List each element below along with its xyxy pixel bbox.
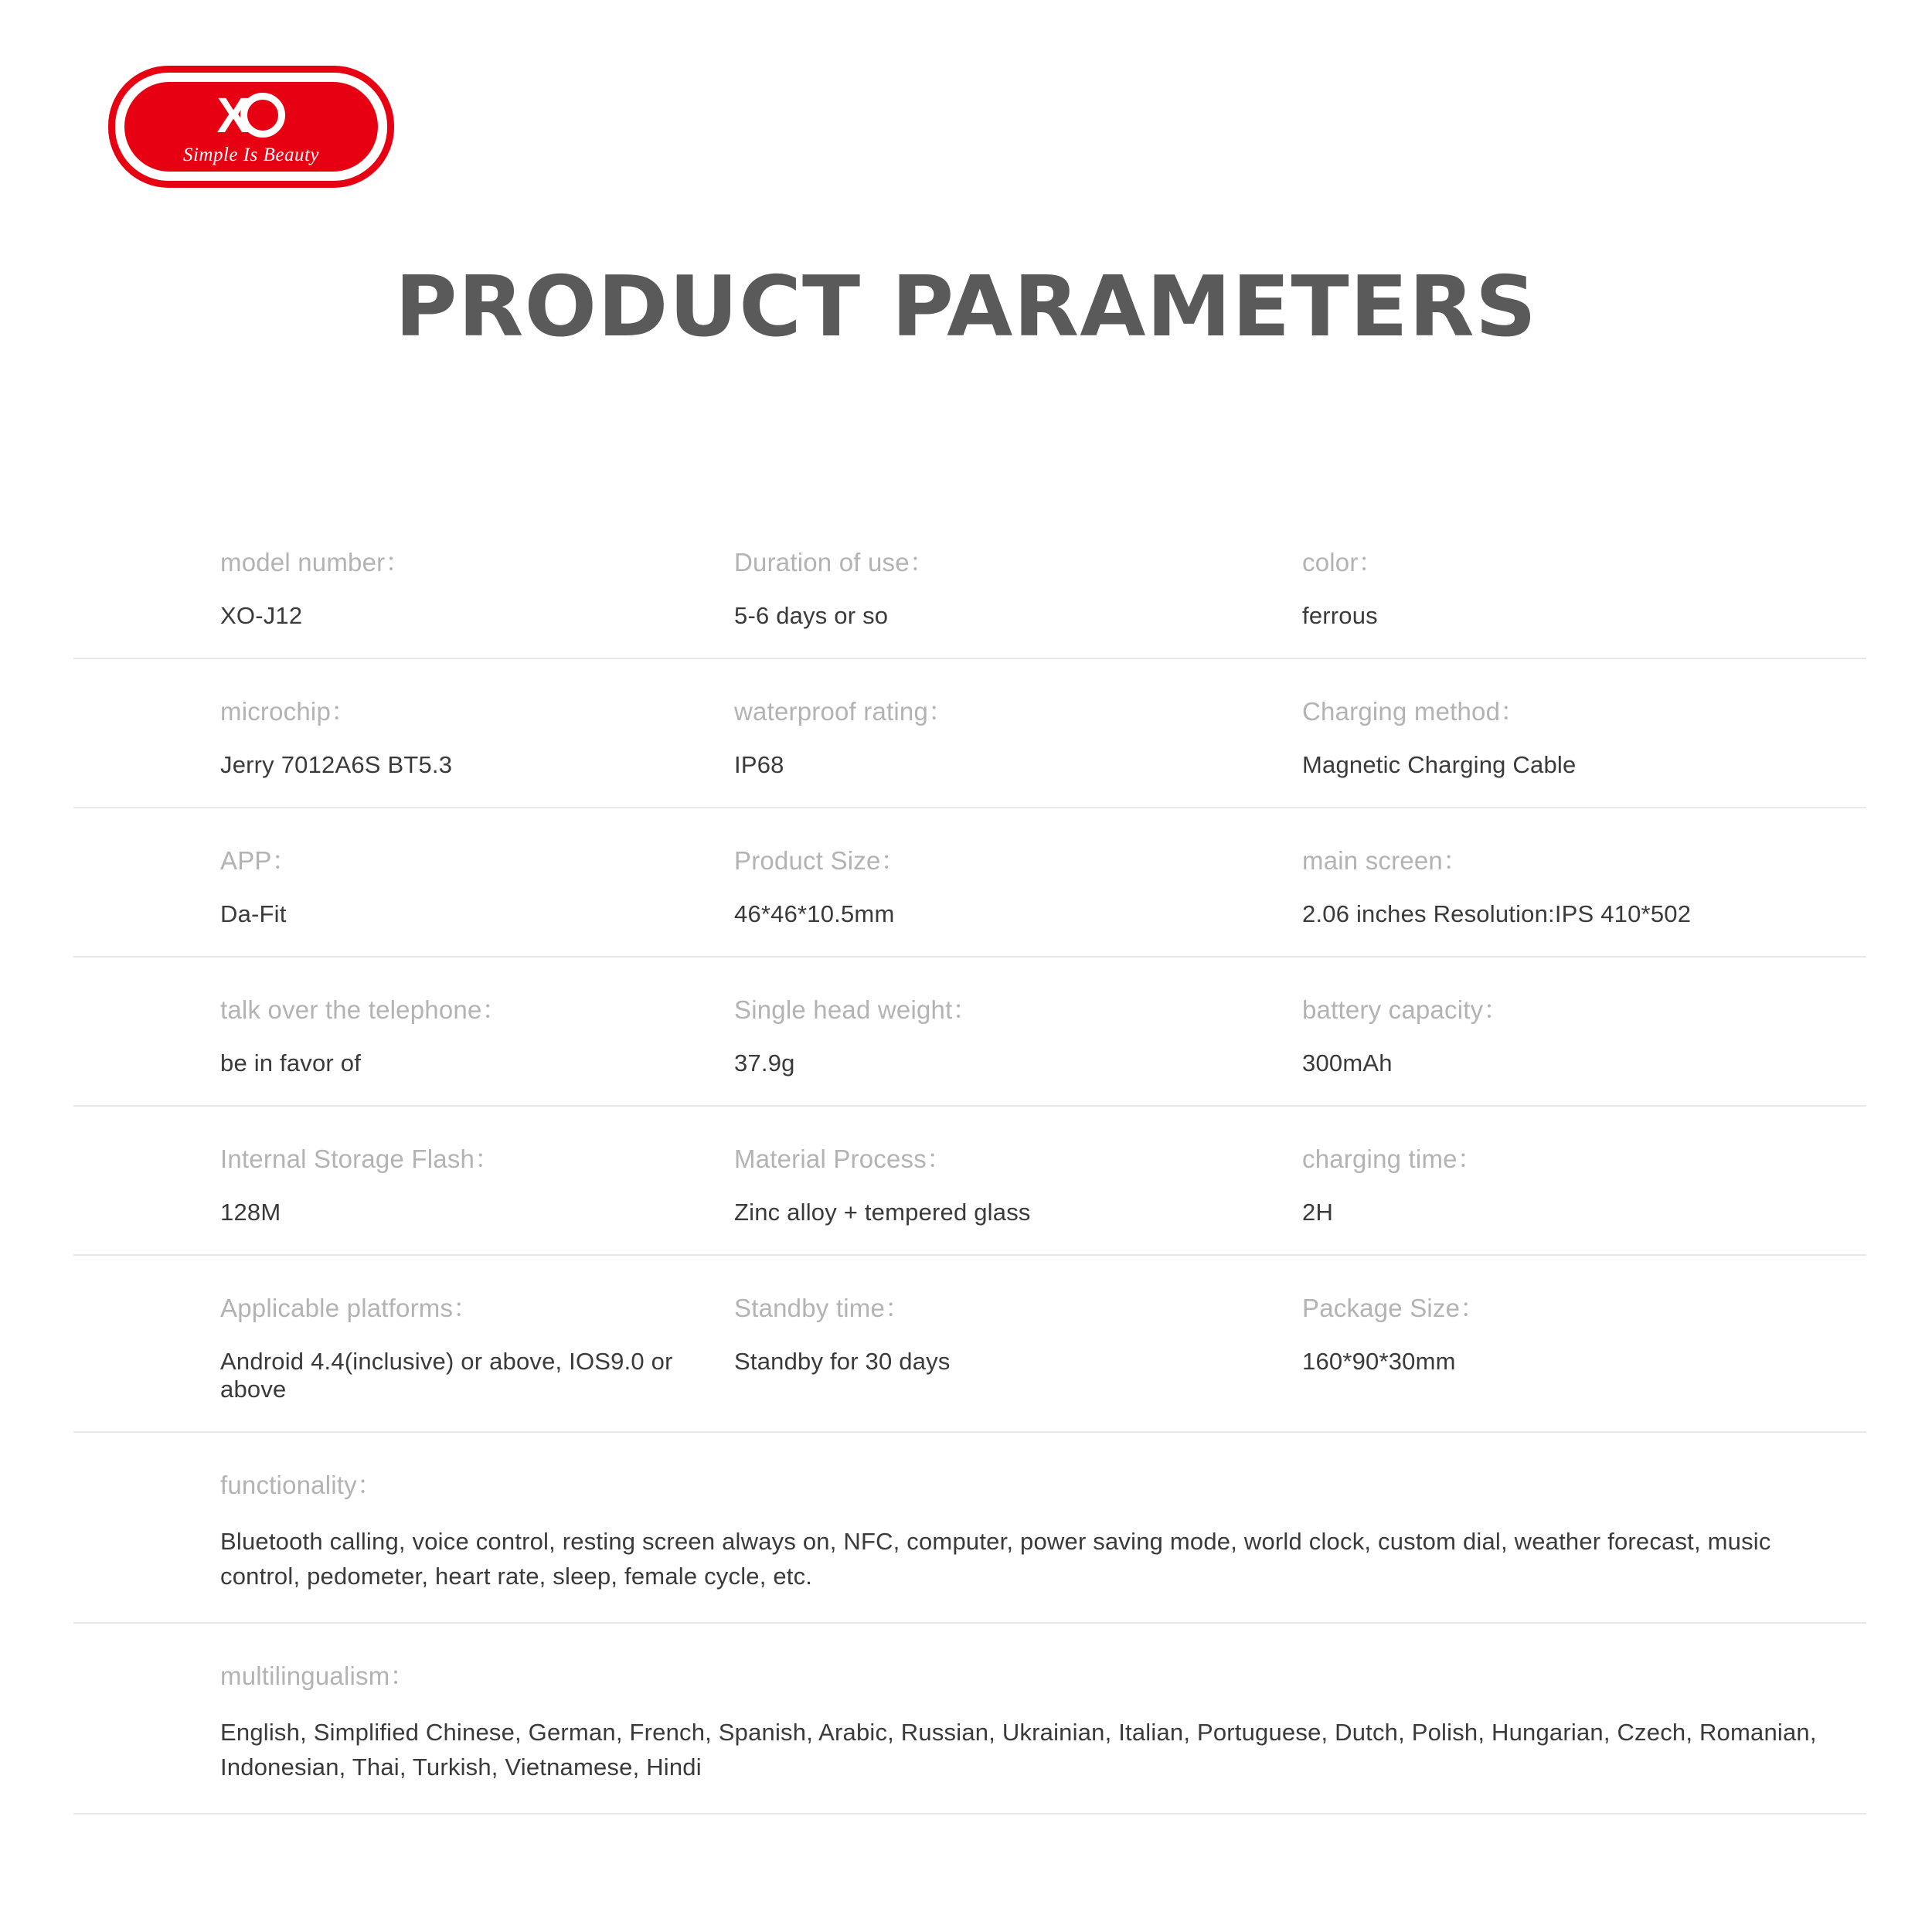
spec-value: 300mAh <box>1302 1049 1393 1077</box>
spec-label: Applicable platforms： <box>220 1294 479 1322</box>
spec-cell <box>1302 990 1866 1077</box>
spec-cell <box>734 1139 1302 1226</box>
spec-cell <box>1302 1139 1866 1226</box>
logo-xo-icon <box>216 87 286 143</box>
spec-cell <box>73 841 734 928</box>
table-row <box>73 1256 1866 1433</box>
spec-label: Standby time： <box>734 1294 911 1322</box>
brand-logo <box>108 66 394 189</box>
spec-label: Package Size： <box>1302 1294 1486 1322</box>
spec-value: Zinc alloy + tempered glass <box>734 1199 1031 1226</box>
table-row <box>73 808 1866 957</box>
spec-label: Internal Storage Flash： <box>220 1145 501 1173</box>
spec-label: talk over the telephone： <box>220 995 508 1024</box>
spec-label: model number： <box>220 548 411 577</box>
spec-cell <box>734 692 1302 779</box>
logo-letter-o <box>240 93 285 138</box>
spec-cell <box>73 1465 1866 1594</box>
spec-label: microchip： <box>220 697 357 726</box>
spec-value: Magnetic Charging Cable <box>1302 751 1577 778</box>
logo-tagline: Simple Is Beauty <box>182 145 319 165</box>
table-row <box>73 510 1866 659</box>
spec-label: Charging method： <box>1302 697 1526 726</box>
spec-label: color： <box>1302 548 1384 577</box>
spec-value: 2H <box>1302 1199 1334 1226</box>
spec-cell <box>734 543 1302 630</box>
spec-label: charging time： <box>1302 1145 1483 1173</box>
table-row-multilingualism <box>73 1624 1866 1815</box>
page-title: PRODUCT PARAMETERS <box>394 259 1538 355</box>
table-row-functionality <box>73 1433 1866 1624</box>
spec-value: ferrous <box>1302 602 1378 629</box>
spec-cell <box>1302 1288 1866 1403</box>
spec-value: Android 4.4(inclusive) or above, IOS9.0 or above <box>220 1348 673 1403</box>
spec-cell <box>1302 841 1866 928</box>
spec-cell <box>73 1656 1866 1785</box>
spec-table <box>73 510 1866 1815</box>
spec-value: 2.06 inches Resolution:IPS 410*502 <box>1302 900 1692 927</box>
spec-cell <box>73 543 734 630</box>
spec-value: 37.9g <box>734 1049 795 1077</box>
spec-cell <box>73 692 734 779</box>
table-row <box>73 1107 1866 1256</box>
spec-value: 46*46*10.5mm <box>734 900 895 927</box>
spec-value: 128M <box>220 1199 281 1226</box>
spec-cell <box>73 990 734 1077</box>
spec-cell <box>73 1139 734 1226</box>
spec-label: battery capacity： <box>1302 995 1509 1024</box>
table-row <box>73 659 1866 808</box>
spec-value: Bluetooth calling, voice control, resting screen always on, NFC, computer, power saving mode, world clock, custom dial, weather forecast, music control, pedometer, heart rate, sleep, female cycle, etc. <box>220 1528 1771 1590</box>
spec-label: Single head weight： <box>734 995 978 1024</box>
spec-value: English, Simplified Chinese, German, French, Spanish, Arabic, Russian, Ukrainian, Italian, Portuguese, Dutch, Polish, Hungarian, Czech, Romanian, Indonesian, Thai, Turkish, Vietnamese, Hindi <box>220 1718 1817 1781</box>
spec-value: 160*90*30mm <box>1302 1348 1456 1375</box>
spec-label: Product Size： <box>734 846 906 875</box>
spec-label: main screen： <box>1302 846 1469 875</box>
spec-cell <box>1302 692 1866 779</box>
spec-cell <box>73 1288 734 1403</box>
spec-cell <box>734 1288 1302 1403</box>
spec-value: Standby for 30 days <box>734 1348 951 1375</box>
spec-value: be in favor of <box>220 1049 362 1077</box>
spec-label: waterproof rating： <box>734 697 954 726</box>
spec-label: Duration of use： <box>734 548 935 577</box>
spec-label: functionality： <box>220 1471 383 1499</box>
spec-label: Material Process： <box>734 1145 953 1173</box>
spec-value: Jerry 7012A6S BT5.3 <box>220 751 453 778</box>
spec-value: XO-J12 <box>220 602 303 629</box>
spec-label: multilingualism： <box>220 1661 416 1690</box>
spec-value: IP68 <box>734 751 784 778</box>
spec-cell <box>734 841 1302 928</box>
logo-letter-x: X <box>216 87 246 143</box>
logo-badge <box>108 66 394 188</box>
spec-value: 5-6 days or so <box>734 602 889 629</box>
spec-label: APP： <box>220 846 298 875</box>
table-row <box>73 957 1866 1107</box>
logo-inner <box>124 82 378 172</box>
spec-cell <box>734 990 1302 1077</box>
spec-value: Da-Fit <box>220 900 287 927</box>
spec-cell <box>1302 543 1866 630</box>
